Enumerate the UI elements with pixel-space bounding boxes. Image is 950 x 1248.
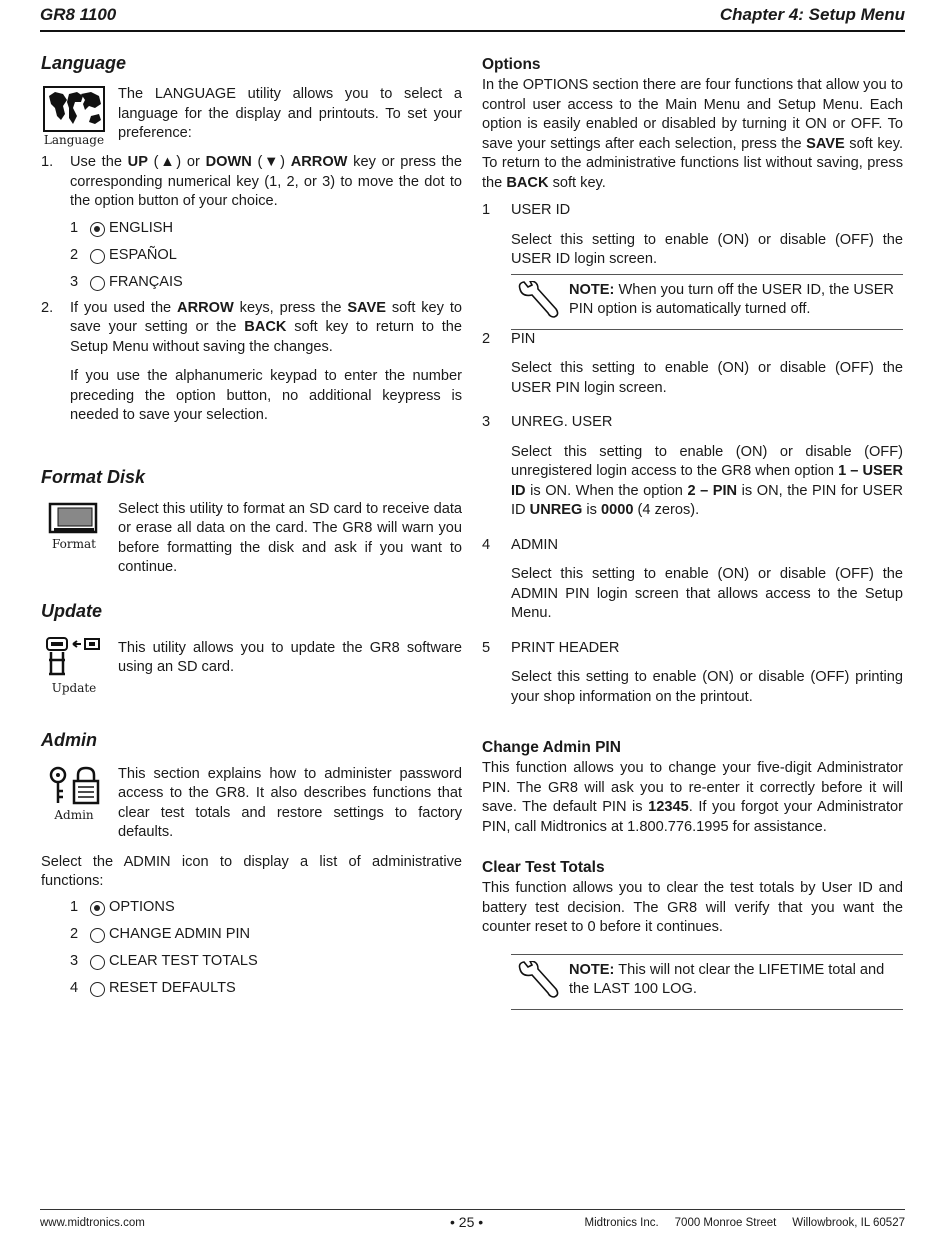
admin-option-change-pin[interactable]: 2 CHANGE ADMIN PIN	[70, 926, 251, 943]
language-option-espanol[interactable]: 2 ESPAÑOL	[70, 247, 177, 264]
option-pin-text: Select this setting to enable (ON) or disable (OFF) the USER PIN login screen.	[511, 360, 903, 396]
note-user-id: NOTE: When you turn off the USER ID, the USER PIN option is automatically turned off.	[511, 274, 903, 330]
update-section	[41, 636, 462, 695]
format-section	[41, 500, 462, 578]
options-intro: In the OPTIONS section there are four functions that allow you to control user access to the Main Menu and Setup Menu. Each option is easily enabled or disabled by turning it ON or OFF. To save your settings after each selection, press the SAVE soft key. To return to the administrative functions list without saving, press the BACK soft key.	[482, 77, 903, 191]
change-pin-heading: Change Admin PIN	[482, 739, 621, 756]
admin-select-text: Select the ADMIN icon to display a list of administrative functions:	[41, 853, 462, 889]
change-pin-text: This function allows you to change your five-digit Administrator PIN. The GR8 will ask you to re-enter it correctly before it will save. The default PIN is 12345. If you forgot your Administrator PIN, call Midtronics at 1.800.776.1995 for assistance.	[482, 760, 903, 835]
footer-website: www.midtronics.com	[40, 1217, 145, 1229]
option-unreg-user-text: Select this setting to enable (ON) or disable (OFF) unregistered login access to the GR8 when option 1 – USER ID is ON. When the option 2 – PIN is ON, the PIN for USER ID UNREG is 0000 (4 zeros).	[511, 443, 904, 518]
radio-empty-icon[interactable]	[90, 276, 105, 291]
radio-empty-icon[interactable]	[90, 955, 105, 970]
clear-totals-heading: Clear Test Totals	[482, 859, 605, 876]
page-footer	[40, 1209, 905, 1240]
radio-selected-icon[interactable]	[90, 222, 105, 237]
update-device-icon	[43, 636, 105, 680]
radio-empty-icon[interactable]	[90, 928, 105, 943]
product-name: GR8 1100	[40, 5, 117, 24]
admin-option-options[interactable]: 1 OPTIONS	[70, 899, 175, 916]
language-section	[41, 86, 462, 147]
option-pin: 2 PIN	[482, 330, 536, 347]
page-header	[40, 0, 905, 32]
option-print-header-text: Select this setting to enable (ON) or disable (OFF) printing your shop information on the printout.	[511, 669, 903, 705]
radio-empty-icon[interactable]	[90, 982, 105, 997]
key-lock-icon	[44, 765, 104, 807]
format-icon-caption: Format	[52, 536, 96, 551]
admin-option-clear-totals[interactable]: 3 CLEAR TEST TOTALS	[70, 953, 258, 970]
language-option-francais[interactable]: 3 FRANÇAIS	[70, 274, 183, 291]
options-heading: Options	[482, 56, 541, 73]
radio-selected-icon[interactable]	[90, 901, 105, 916]
language-step-1: 1. Use the UP (▲) or DOWN (▼) ARROW key or press the corresponding numerical key (1, 2, or 3) to move the dot to the option button of your choice.	[41, 154, 462, 209]
format-heading: Format Disk	[41, 466, 146, 487]
footer-address: Midtronics Inc. 7000 Monroe Street Willowbrook, IL 60527	[584, 1217, 905, 1229]
wrench-icon	[511, 961, 569, 1001]
admin-icon-box	[41, 765, 107, 822]
world-map-icon	[43, 86, 105, 132]
update-icon-caption: Update	[51, 680, 97, 695]
admin-text: This section explains how to administer password access to the GR8. It also describes functions that clear test totals and restore settings to factory defaults.	[118, 765, 462, 840]
option-user-id-text: Select this setting to enable (ON) or disable (OFF) the USER ID login screen.	[511, 231, 903, 267]
language-intro: The LANGUAGE utility allows you to select a language for the display and printouts. To set your preference:	[118, 86, 462, 141]
update-heading: Update	[41, 600, 103, 621]
language-icon-caption: Language	[43, 133, 105, 147]
wrench-icon	[511, 281, 569, 321]
language-heading: Language	[41, 53, 127, 73]
admin-section	[41, 765, 462, 843]
language-icon-box	[41, 86, 107, 147]
admin-options	[41, 895, 462, 1003]
format-text: Select this utility to format an SD card to receive data or erase all data on the card. The GR8 will warn you before formatting the disk and ask if you want to continue.	[118, 500, 462, 575]
note-clear-totals: NOTE: This will not clear the LIFETIME total and the LAST 100 LOG.	[511, 954, 903, 1010]
update-icon-box	[41, 636, 107, 695]
option-admin: 4 ADMIN	[482, 536, 559, 553]
option-admin-text: Select this setting to enable (ON) or disable (OFF) the ADMIN PIN login screen that allows access to the Setup Menu.	[511, 566, 903, 621]
right-column	[482, 54, 903, 1010]
language-option-english[interactable]: 1 ENGLISH	[70, 220, 174, 237]
language-options	[41, 216, 462, 297]
chapter-title: Chapter 4: Setup Menu	[719, 5, 905, 24]
clear-totals-text: This function allows you to clear the test totals by User ID and battery test decision. The GR8 will verify that you want the counter reset to 0 before it continues.	[482, 880, 903, 935]
left-column	[41, 50, 462, 1003]
admin-icon-caption: Admin	[54, 807, 94, 822]
language-step-2: 2. If you used the ARROW keys, press the SAVE soft key to save your setting or the BACK soft key to return to the Setup Menu without saving the changes.	[41, 299, 462, 355]
format-icon-box	[41, 500, 107, 551]
option-print-header: 5 PRINT HEADER	[482, 639, 620, 656]
sd-card-icon	[46, 500, 102, 536]
page-number: • 25 •	[450, 1214, 484, 1230]
option-user-id: 1 USER ID	[482, 202, 571, 218]
language-keypad-note: If you use the alphanumeric keypad to enter the number preceding the option button, no additional keypress is needed to save your selection.	[70, 368, 462, 423]
admin-option-reset-defaults[interactable]: 4 RESET DEFAULTS	[70, 980, 236, 997]
radio-empty-icon[interactable]	[90, 249, 105, 264]
option-unreg-user: 3 UNREG. USER	[482, 414, 613, 430]
update-text: This utility allows you to update the GR8 software using an SD card.	[118, 639, 462, 675]
admin-heading: Admin	[41, 729, 97, 750]
